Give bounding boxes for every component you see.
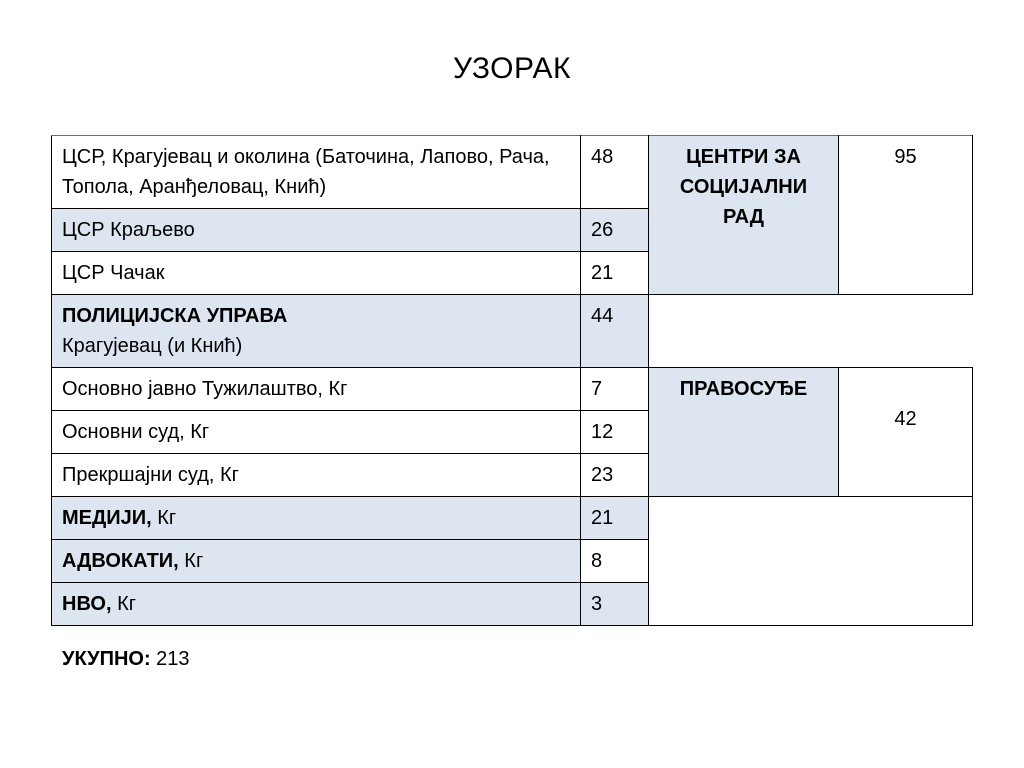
table-row (52, 136, 973, 209)
row-value: 8 (581, 540, 649, 583)
row-name-rest: Крагујевац (и Кнић) (62, 335, 243, 357)
grand-total-label: УКУПНО: (62, 648, 151, 670)
row-name-bold: ПОЛИЦИЈСКА УПРАВА (62, 305, 288, 327)
page-title: УЗОРАК (452, 52, 571, 85)
row-name-rest: Кг (111, 593, 137, 615)
table-row (52, 368, 973, 411)
row-value: 44 (581, 295, 649, 368)
row-name: Прекршајни суд, Кг (52, 454, 581, 497)
row-name: ЦСР Чачак (52, 252, 581, 295)
row-name-bold: НВО, (62, 593, 112, 615)
row-name: ЦСР, Крагујевац и околина (Баточина, Лапово, Рача, Топола, Аранђеловац, Кнић) (52, 136, 581, 209)
empty-cell (649, 295, 973, 368)
sample-table (51, 135, 973, 626)
row-value: 7 (581, 368, 649, 411)
row-value: 21 (581, 252, 649, 295)
grand-total-value: 213 (150, 648, 190, 670)
empty-cell (649, 497, 973, 626)
row-name (52, 295, 581, 368)
row-value: 23 (581, 454, 649, 497)
table-row (52, 295, 973, 368)
row-name (52, 540, 581, 583)
row-value: 48 (581, 136, 649, 209)
group-total-judiciary: 42 (839, 368, 973, 497)
row-value: 12 (581, 411, 649, 454)
row-name-rest: Кг (178, 550, 204, 572)
row-name: Основно јавно Тужилаштво, Кг (52, 368, 581, 411)
row-name-bold: АДВОКАТИ, (62, 550, 179, 572)
grand-total (62, 648, 190, 671)
table-row (52, 497, 973, 540)
row-value: 3 (581, 583, 649, 626)
row-name: Основни суд, Кг (52, 411, 581, 454)
row-name: ЦСР Краљево (52, 209, 581, 252)
row-name (52, 583, 581, 626)
group-label-social: ЦЕНТРИ ЗА СОЦИЈАЛНИ РАД (649, 136, 839, 295)
group-label-judiciary: ПРАВОСУЂЕ (649, 368, 839, 497)
row-name-rest: Кг (151, 507, 177, 529)
row-value: 21 (581, 497, 649, 540)
row-name (52, 497, 581, 540)
row-value: 26 (581, 209, 649, 252)
row-name-bold: МЕДИЈИ, (62, 507, 152, 529)
group-total-social: 95 (839, 136, 973, 295)
